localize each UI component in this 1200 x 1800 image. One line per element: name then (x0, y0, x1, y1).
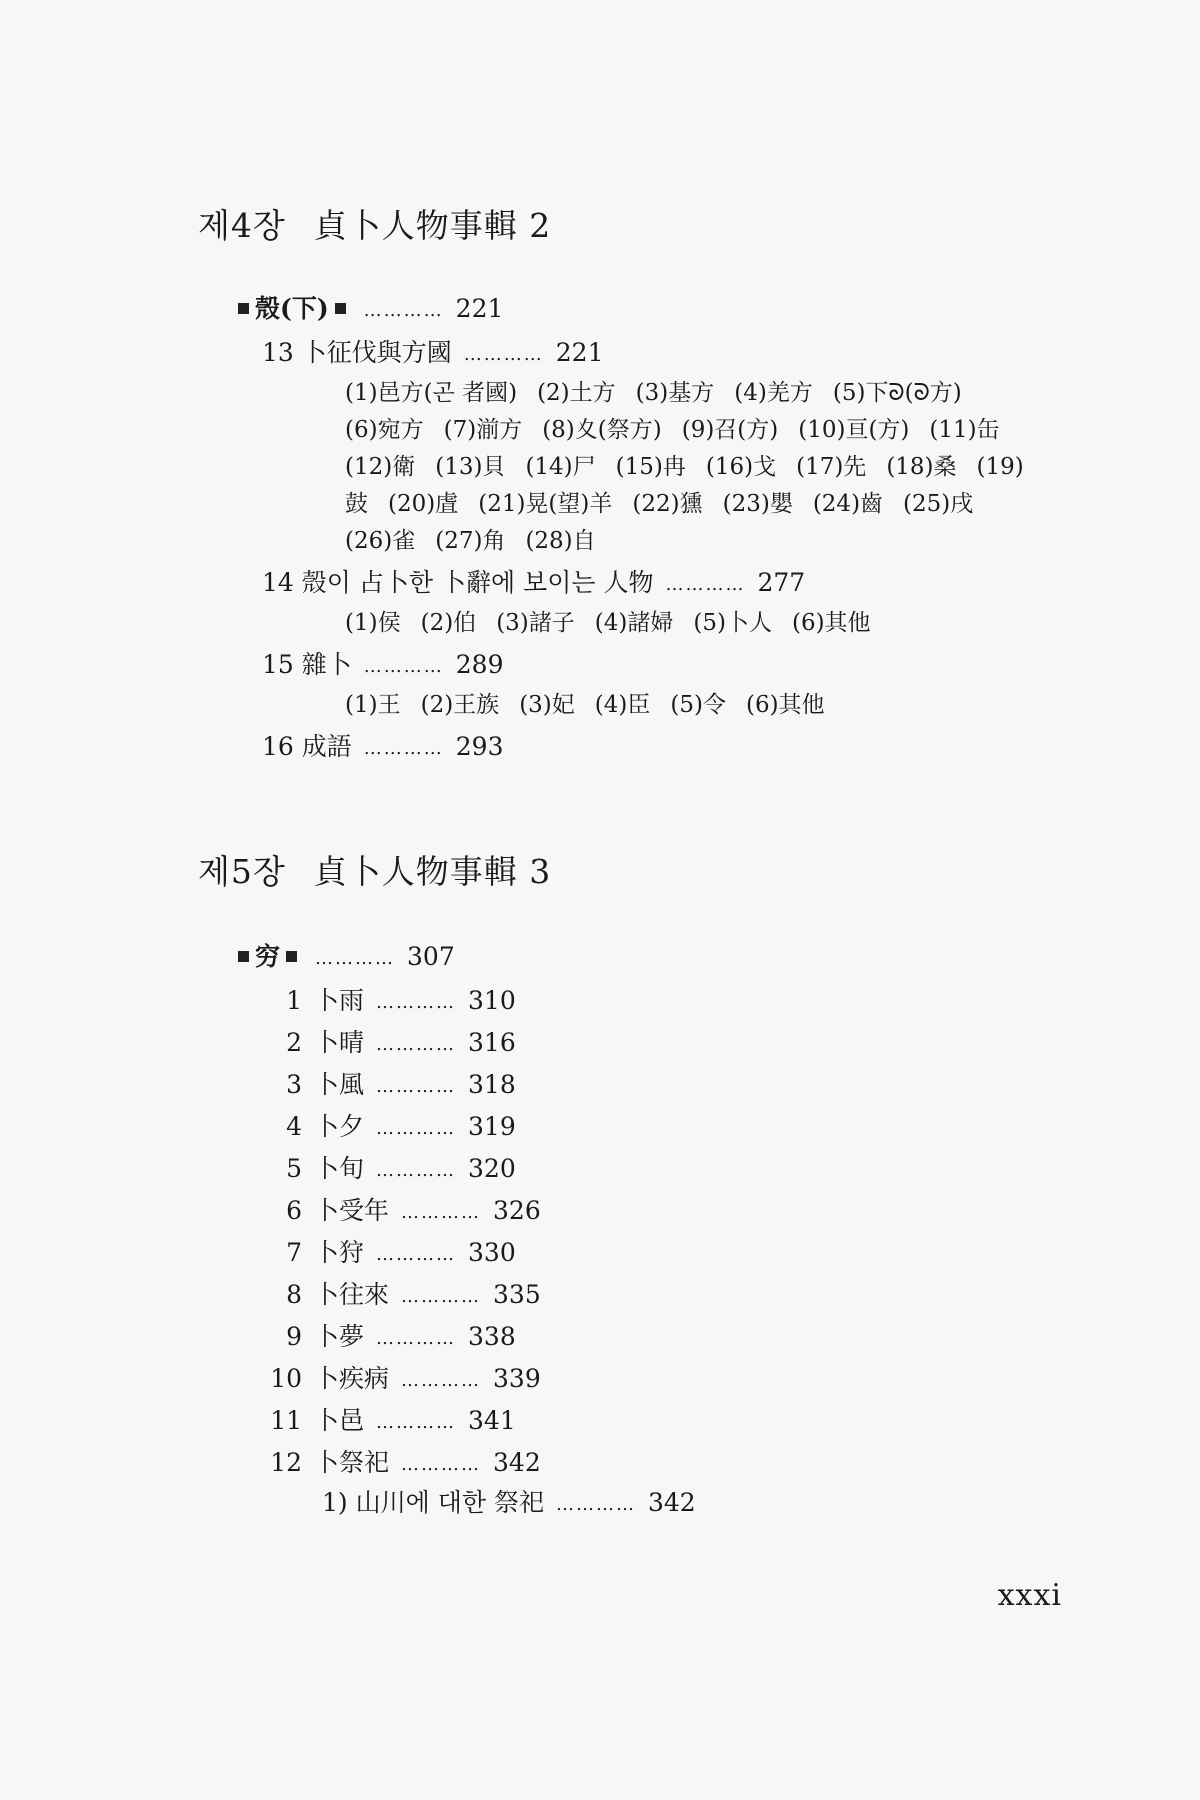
subtopic: (5)下ᘐ(ᘐ方) (832, 380, 962, 406)
subtopic: (4)諸婦 (594, 610, 674, 636)
section-name: 殼(下) (255, 294, 329, 323)
subtopic-line (345, 419, 1000, 442)
entry-page: 320 (468, 1154, 516, 1183)
entry-number: 16 (262, 732, 294, 761)
entry-page: 277 (757, 568, 806, 597)
entry-number: 10 (270, 1364, 302, 1393)
subtopic-line (345, 694, 825, 717)
subtopic: (13)貝 (435, 454, 506, 480)
subtopic: (4)臣 (594, 692, 651, 718)
entry-page: 339 (493, 1364, 541, 1393)
subtopic: (3)基方 (635, 380, 715, 406)
section-heading-ke (232, 296, 503, 321)
leader-dots: ………… (376, 1327, 457, 1349)
entry-number: 1 (286, 986, 302, 1015)
subtopic: (4)羌方 (734, 380, 813, 406)
subtopic: (1)邑方(곤 者國) (345, 380, 518, 406)
toc-entry-16 (262, 734, 504, 759)
toc-entry (262, 1324, 516, 1349)
entry-number: 6 (286, 1196, 302, 1225)
section-name: 穷 (255, 942, 281, 971)
subtopic: (23)嬰 (722, 491, 793, 517)
leader-dots: ………… (376, 1075, 457, 1097)
entry-label: 卜疾病 (314, 1364, 390, 1393)
subtopic-line (345, 530, 596, 553)
subtopic: (10)亘(方) (798, 417, 910, 443)
toc-entry (262, 1282, 541, 1307)
page-number: xxxi (997, 1578, 1062, 1613)
subtopic: (19) (976, 454, 1024, 480)
entry-number: 3 (286, 1070, 302, 1099)
leader-dots: ………… (376, 991, 457, 1013)
toc-entry-15 (262, 652, 504, 677)
entry-label: 卜雨 (314, 986, 365, 1015)
subtopic: (6)其他 (791, 610, 871, 636)
leader-dots: ………… (363, 737, 444, 759)
entry-label: 卜受年 (314, 1196, 390, 1225)
entry-number: 8 (286, 1280, 302, 1309)
subtopic: (1)侯 (345, 610, 401, 636)
entry-number: 5 (286, 1154, 302, 1183)
subtopic-line (345, 456, 1024, 479)
square-bullet-icon (238, 303, 249, 314)
leader-dots: ………… (363, 299, 444, 321)
subtopic: (7)湔方 (443, 417, 523, 443)
subtopic: (5)令 (670, 692, 726, 718)
subtopic: (28)自 (525, 528, 596, 554)
subtopic: (2)伯 (420, 610, 477, 636)
subtopic: (15)冉 (615, 454, 686, 480)
square-bullet-icon (286, 951, 297, 962)
toc-entry (262, 1198, 541, 1223)
subtopic: (22)獯 (632, 491, 703, 517)
leader-dots: ………… (376, 1411, 457, 1433)
leader-dots: ………… (463, 343, 544, 365)
entry-number: 14 (262, 568, 294, 597)
subtopic: (24)齒 (812, 491, 884, 517)
toc-entry (262, 1366, 541, 1391)
subtopic: (16)戈 (705, 454, 777, 480)
entry-number: 15 (262, 650, 294, 679)
entry-number: 13 (262, 338, 294, 367)
entry-page: 310 (468, 986, 516, 1015)
subtopic: (26)雀 (345, 528, 416, 554)
section-page: 221 (455, 294, 504, 323)
chapter-4-title: 貞卜人物事輯 2 (313, 206, 552, 245)
entry-number: 11 (270, 1406, 302, 1435)
entry-page: 335 (493, 1280, 541, 1309)
subtopic: (3)諸子 (496, 610, 575, 636)
square-bullet-icon (238, 951, 249, 962)
entry-number: 2 (286, 1028, 302, 1057)
entry-page: 318 (468, 1070, 516, 1099)
subtopic: (12)衛 (345, 454, 416, 480)
chapter-5-number: 제5장 (198, 852, 286, 891)
subtopic-line (345, 612, 871, 635)
toc-entry (262, 1240, 516, 1265)
leader-dots: ………… (376, 1033, 457, 1055)
subentry-page: 342 (647, 1488, 696, 1517)
subtopic: (25)戌 (903, 491, 974, 517)
subentry-number: 1) (322, 1488, 348, 1517)
chapter-5-heading (198, 846, 551, 893)
chapter-4-number: 제4장 (198, 206, 286, 245)
entry-page: 326 (493, 1196, 541, 1225)
subtopic-line (345, 493, 973, 516)
entry-page: 316 (468, 1028, 516, 1057)
entry-label: 卜風 (314, 1070, 365, 1099)
entry-page: 330 (468, 1238, 516, 1267)
subtopic: (1)王 (345, 692, 401, 718)
subtopic: (27)角 (435, 528, 506, 554)
toc-entry (262, 1030, 516, 1055)
subtopic: (3)妃 (519, 692, 575, 718)
entry-label: 雜卜 (301, 650, 352, 679)
leader-dots: ………… (376, 1243, 457, 1265)
section-heading-bin (232, 944, 455, 969)
entry-page: 293 (455, 732, 504, 761)
toc-entry (262, 1156, 516, 1181)
entry-label: 卜往來 (314, 1280, 390, 1309)
leader-dots: ………… (401, 1285, 482, 1307)
entry-label: 卜狩 (314, 1238, 365, 1267)
toc-entry (262, 1450, 541, 1475)
subtopic: (6)其他 (745, 692, 825, 718)
toc-subentry (322, 1490, 696, 1515)
toc-entry-14 (262, 570, 805, 595)
chapter-5-title: 貞卜人物事輯 3 (313, 852, 552, 891)
entry-number: 7 (286, 1238, 302, 1267)
entry-label: 卜祭祀 (314, 1448, 390, 1477)
entry-label: 成語 (301, 732, 352, 761)
subtopic-line (345, 382, 962, 405)
subtopic: (2)王族 (420, 692, 500, 718)
subtopic: (18)桑 (886, 454, 957, 480)
entry-page: 338 (468, 1322, 516, 1351)
entry-label: 卜邑 (314, 1406, 365, 1435)
entry-label: 卜夢 (314, 1322, 365, 1351)
entry-page: 319 (468, 1112, 516, 1141)
subtopic: (21)晃(望)羊 (478, 491, 613, 517)
entry-page: 341 (468, 1406, 516, 1435)
toc-entry (262, 1114, 516, 1139)
subtopic: (14)尸 (525, 454, 596, 480)
subentry-label: 山川에 대한 祭祀 (355, 1488, 544, 1517)
leader-dots: ………… (555, 1493, 636, 1515)
subtopic: (20)虘 (388, 491, 459, 517)
leader-dots: ………… (665, 573, 746, 595)
entry-label: 卜晴 (314, 1028, 365, 1057)
toc-entry-13 (262, 340, 604, 365)
leader-dots: ………… (315, 947, 396, 969)
chapter-4-heading (198, 200, 551, 247)
entry-number: 4 (286, 1112, 302, 1141)
entry-label: 殼이 占卜한 卜辭에 보이는 人物 (301, 568, 654, 597)
entry-page: 342 (493, 1448, 541, 1477)
entry-page: 221 (555, 338, 604, 367)
subtopic: (6)宛方 (345, 417, 424, 443)
entry-label: 卜征伐與方國 (301, 338, 452, 367)
subtopic: (17)先 (796, 454, 867, 480)
leader-dots: ………… (363, 655, 444, 677)
toc-entry (262, 988, 516, 1013)
toc-entry (262, 1072, 516, 1097)
leader-dots: ………… (401, 1453, 482, 1475)
leader-dots: ………… (401, 1369, 482, 1391)
square-bullet-icon (335, 303, 346, 314)
entry-label: 卜夕 (314, 1112, 365, 1141)
leader-dots: ………… (376, 1159, 457, 1181)
subtopic: (5)卜人 (693, 610, 772, 636)
subtopic: 鼓 (345, 491, 368, 517)
leader-dots: ………… (401, 1201, 482, 1223)
subtopic: (11)缶 (929, 417, 1000, 443)
subtopic: (2)土方 (537, 380, 616, 406)
subtopic: (8)夊(祭方) (542, 417, 662, 443)
leader-dots: ………… (376, 1117, 457, 1139)
entry-page: 289 (455, 650, 504, 679)
entry-number: 9 (286, 1322, 302, 1351)
toc-entry (262, 1408, 516, 1433)
section-page: 307 (407, 942, 455, 971)
entry-number: 12 (270, 1448, 302, 1477)
entry-label: 卜旬 (314, 1154, 365, 1183)
subtopic: (9)召(方) (681, 417, 779, 443)
